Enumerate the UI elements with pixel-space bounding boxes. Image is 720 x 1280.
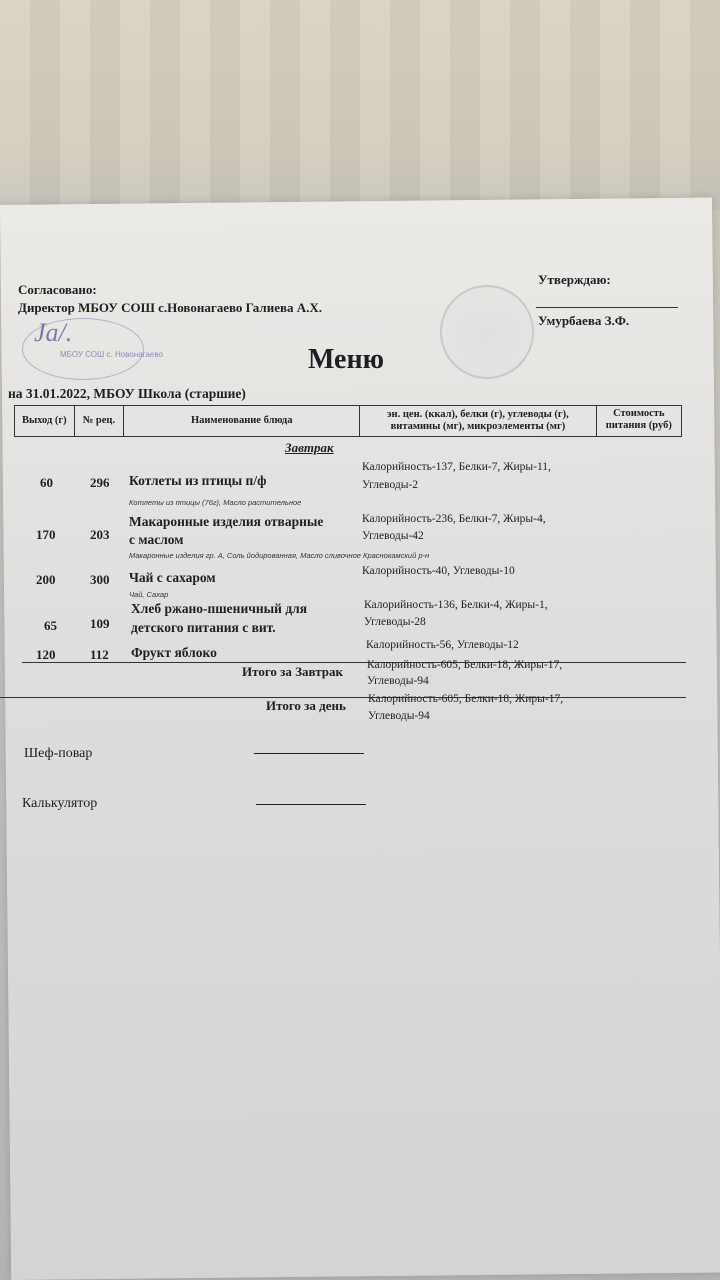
row4-recipe: 109 [90, 616, 110, 631]
row4-nutrition: Калорийность-136, Белки-4, Жиры-1, [364, 599, 548, 611]
calculator-signature-line [256, 804, 366, 805]
row2-dish: Макаронные изделия отварные [129, 514, 324, 529]
row4-output: 65 [44, 618, 57, 633]
agreed-person: Директор МБОУ СОШ с.Новонагаево Галиева А.Х. [18, 300, 323, 315]
row3-recipe: 300 [90, 572, 110, 587]
col-dish: Наименование блюда [124, 406, 360, 437]
calculator-label: Калькулятор [22, 796, 98, 811]
row4-dish: Хлеб ржано-пшеничный для [131, 601, 308, 616]
chef-label: Шеф-повар [24, 746, 93, 761]
row5-nutrition: Калорийность-56, Углеводы-12 [366, 639, 519, 651]
row1-ingredients: Котлеты из птицы (76г), Масло растительное [129, 498, 302, 507]
row2-nutrition: Калорийность-236, Белки-7, Жиры-4, [362, 513, 546, 525]
total-breakfast-label: Итого за Завтрак [242, 664, 343, 679]
col-output: Выход (г) [15, 406, 75, 437]
col-nutrition: эн. цен. (ккал), белки (г), углеводы (г), витамины (мг), микроэлементы (мг) [360, 406, 596, 437]
row5-dish: Фрукт яблоко [131, 645, 217, 660]
row2-ingredients: Макаронные изделия гр. А, Соль йодированная, Масло сливочное Краснокамский р-н [129, 551, 430, 560]
row2-dish-2: с маслом [129, 532, 184, 547]
row5-output: 120 [36, 647, 56, 662]
row2-recipe: 203 [90, 527, 110, 542]
total-breakfast-values: Калорийность-605, Белки-18, Жиры-17, [367, 659, 563, 671]
row1-dish: Котлеты из птицы п/ф [129, 473, 267, 488]
wall-background [0, 0, 720, 210]
approve-signature-line [536, 307, 678, 308]
row3-dish: Чай с сахаром [129, 570, 216, 585]
col-cost: Стоимость питания (руб) [596, 406, 681, 437]
row1-nutrition: Калорийность-137, Белки-7, Жиры-11, [362, 461, 551, 473]
row1-recipe: 296 [90, 475, 110, 490]
section-breakfast: Завтрак [285, 440, 334, 455]
total-breakfast-values-2: Углеводы-94 [367, 675, 429, 687]
divider-row5 [22, 662, 686, 663]
row4-nutrition-2: Углеводы-28 [364, 616, 426, 628]
row2-output: 170 [36, 527, 56, 542]
row5-recipe: 112 [90, 647, 109, 662]
col-recipe: № рец. [74, 406, 124, 437]
menu-subtitle: на 31.01.2022, МБОУ Школа (старшие) [8, 386, 246, 401]
row3-output: 200 [36, 572, 56, 587]
row3-ingredients: Чай, Сахар [129, 590, 169, 599]
stamp-text: МБОУ СОШ с. Новонагаево [60, 350, 163, 359]
row3-nutrition: Калорийность-40, Углеводы-10 [362, 565, 515, 577]
row4-dish-2: детского питания с вит. [131, 620, 276, 635]
row1-output: 60 [40, 475, 53, 490]
row1-nutrition-2: Углеводы-2 [362, 479, 419, 491]
row2-nutrition-2: Углеводы-42 [362, 530, 424, 542]
total-day-values: Калорийность-605, Белки-18, Жиры-17, [368, 693, 564, 705]
menu-table-header [14, 405, 682, 437]
agreed-label: Согласовано: [18, 282, 97, 297]
page-title: Меню [308, 344, 385, 375]
approve-label: Утверждаю: [538, 272, 611, 287]
chef-signature-line [254, 753, 364, 754]
total-day-values-2: Углеводы-94 [368, 710, 430, 722]
director-signature: Ja/. [34, 318, 73, 347]
total-day-label: Итого за день [266, 698, 346, 713]
round-stamp [440, 285, 534, 379]
approve-person: Умурбаева З.Ф. [538, 313, 630, 328]
